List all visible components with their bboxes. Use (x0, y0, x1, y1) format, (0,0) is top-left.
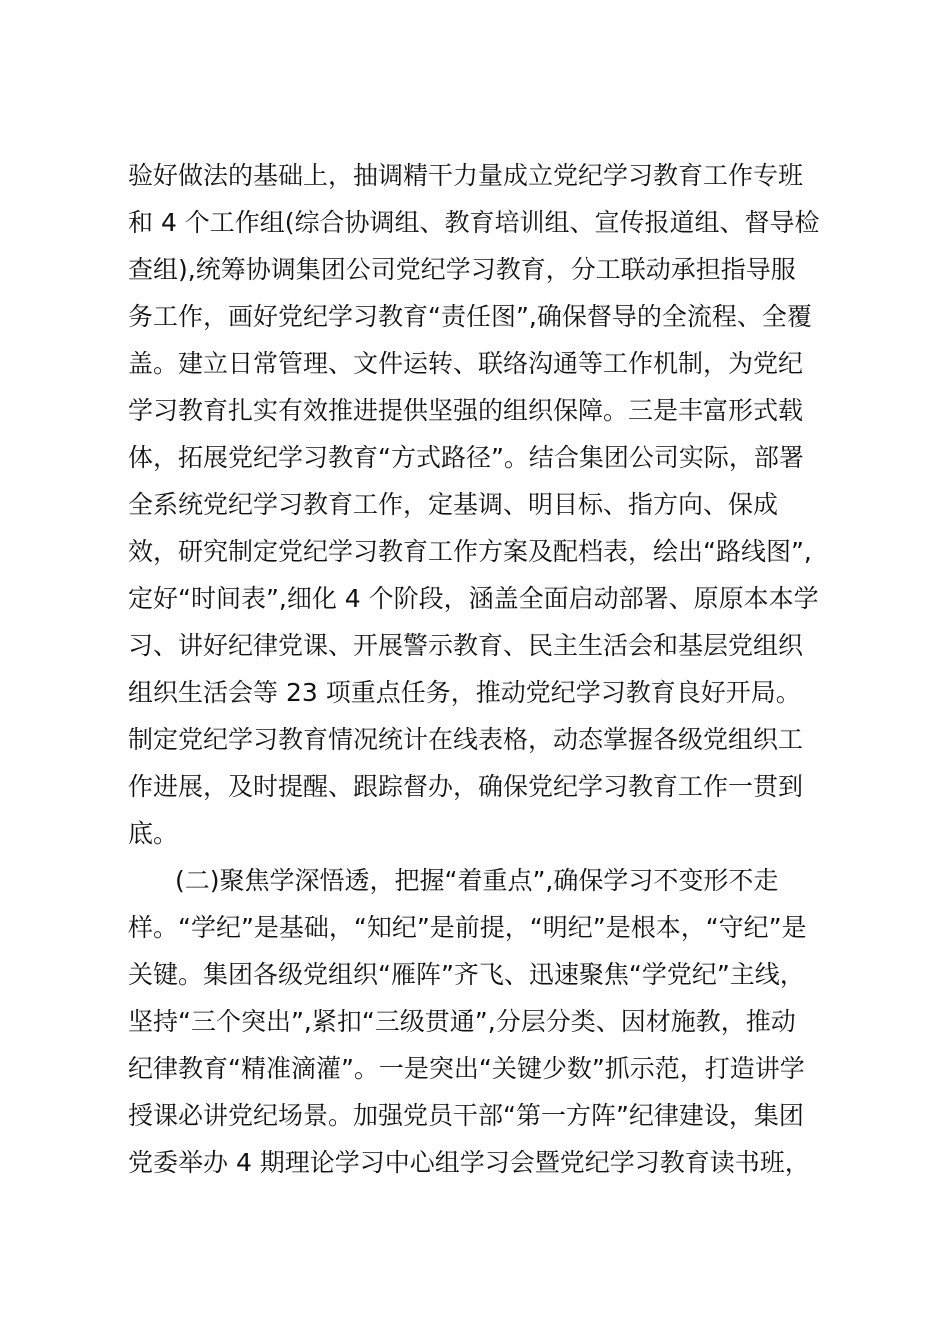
text-line: 坚持“三个突出”,紧扣“三级贯通”,分层分类、因材施教，推动 (128, 1007, 796, 1036)
text-line: 定好“时间表”,细化 4 个阶段，涵盖全面启动部署、原原本本学 (128, 584, 819, 613)
text-line: 学习教育扎实有效推进提供坚强的组织保障。三是丰富形式载 (128, 396, 804, 425)
text-line: 关键。集团各级党组织“雁阵”齐飞、迅速聚焦“学党纪”主线， (128, 960, 805, 989)
text-line: 样。“学纪”是基础，“知纪”是前提，“明纪”是根本，“守纪”是 (128, 913, 807, 942)
text-line: 党委举办 4 期理论学习中心组学习会暨党纪学习教育读书班， (128, 1148, 810, 1177)
text-line: 纪律教育“精准滴灌”。一是突出“关键少数”抓示范，打造讲学 (128, 1054, 805, 1083)
text-line: 盖。建立日常管理、文件运转、联络沟通等工作机制，为党纪 (128, 349, 804, 378)
text-line: 作进展，及时提醒、跟踪督办，确保党纪学习教育工作一贯到 (128, 772, 804, 801)
text-line: 查组),统筹协调集团公司党纪学习教育，分工联动承担指导服 (128, 255, 796, 284)
text-line: 制定党纪学习教育情况统计在线表格，动态掌握各级党组织工 (128, 725, 804, 754)
text-line: 效，研究制定党纪学习教育工作方案及配档表，绘出“路线图”, (128, 537, 812, 566)
text-line: 底。 (128, 819, 179, 848)
text-line: 全系统党纪学习教育工作，定基调、明目标、指方向、保成 (128, 490, 779, 519)
text-line: 验好做法的基础上，抽调精干力量成立党纪学习教育工作专班 (128, 161, 804, 190)
section-heading-line: (二)聚焦学深悟透，把握“着重点”,确保学习不变形不走 (175, 866, 779, 895)
text-line: 授课必讲党纪场景。加强党员干部“第一方阵”纪律建设，集团 (128, 1101, 804, 1130)
text-line: 组织生活会等 23 项重点任务，推动党纪学习教育良好开局。 (128, 678, 801, 707)
text-line: 和 4 个工作组(综合协调组、教育培训组、宣传报道组、督导检 (128, 208, 820, 237)
body-text (128, 156, 833, 1190)
text-line: 体，拓展党纪学习教育“方式路径”。结合集团公司实际，部署 (128, 443, 804, 472)
text-line: 习、讲好纪律党课、开展警示教育、民主生活会和基层党组织 (128, 631, 804, 660)
text-line: 务工作，画好党纪学习教育“责任图”,确保督导的全流程、全覆 (128, 302, 812, 331)
